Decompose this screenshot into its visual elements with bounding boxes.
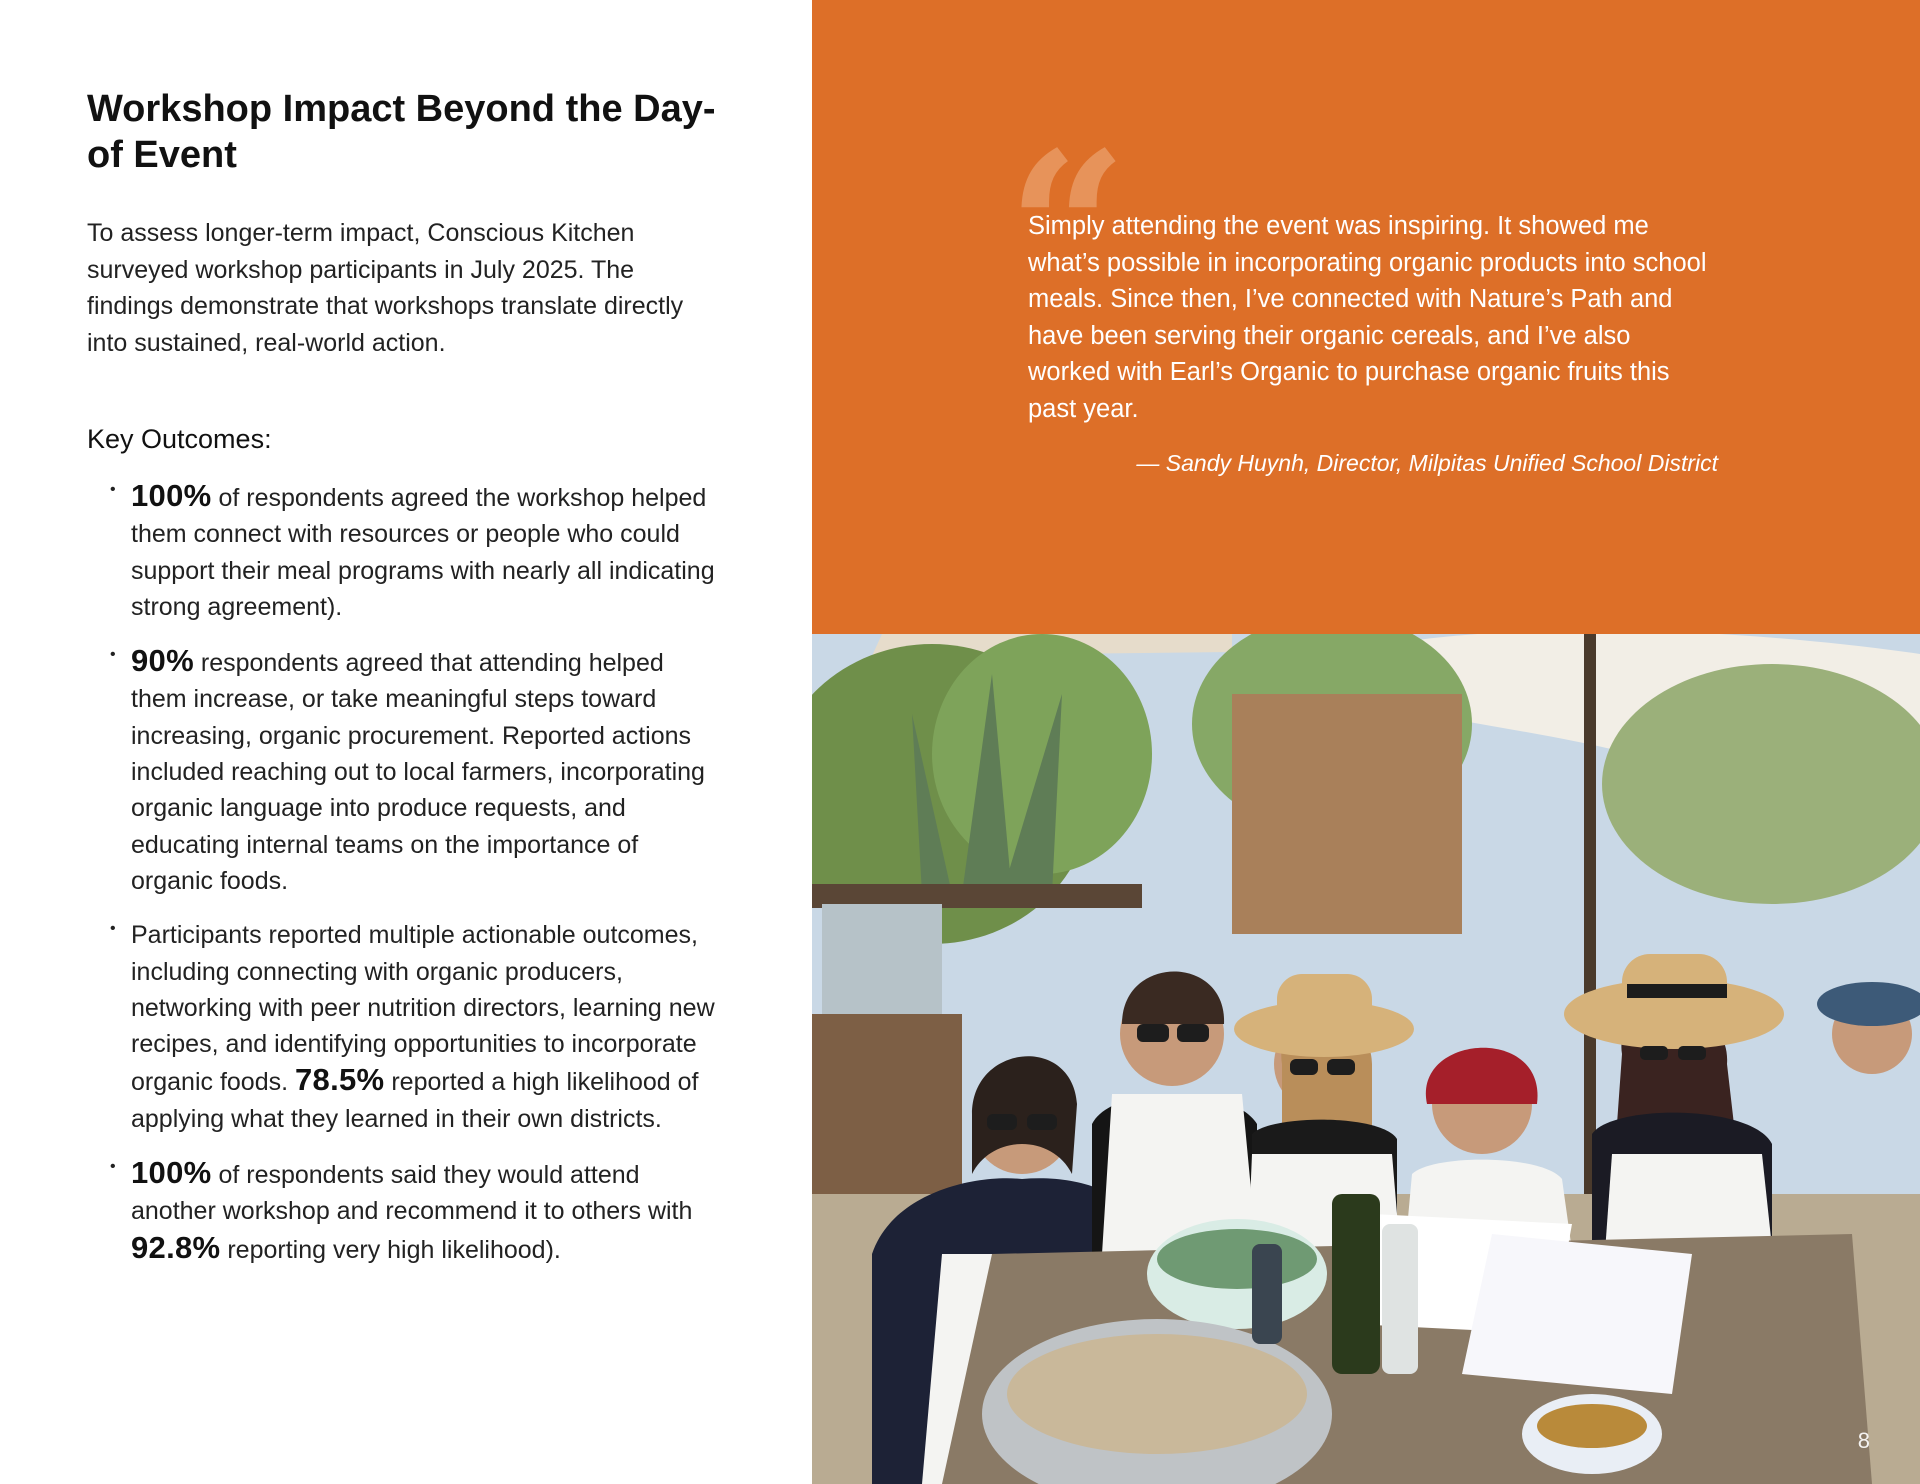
workshop-photo-illustration [812, 634, 1920, 1484]
outcome-stat: 100% [131, 1155, 212, 1191]
outcome-text: of respondents agreed the workshop helped them connect with resources or people who could support their meal programs with nearly all indicating strong agreement). [131, 484, 715, 621]
outcome-item-organic-procurement [110, 643, 720, 899]
bullet-icon: • [110, 646, 116, 664]
bullet-icon: • [110, 481, 116, 498]
text-column [0, 0, 812, 1484]
bullet-icon: • [110, 1158, 116, 1176]
outcome-text: respondents agreed that attending helped them increase, or take meaningful steps toward increasing, organic procurement. Reported actions included reaching out to local farmers, incorporating organic language into produce requests, and educating internal teams on the importance of organic foods. [131, 649, 705, 895]
testimonial-panel [812, 0, 1920, 634]
outcome-stat: 90% [131, 643, 194, 679]
outcome-stat-secondary: 92.8% [131, 1229, 221, 1265]
outcome-stat: 78.5% [295, 1062, 385, 1098]
workshop-photo [812, 634, 1920, 1484]
outcome-text-after: reported a high likelihood of applying what they learned in their own districts. [131, 1068, 699, 1133]
outcome-item-actionable-outcomes [110, 917, 720, 1137]
key-outcomes-list [110, 478, 720, 1268]
intro-paragraph: To assess longer-term impact, Conscious Kitchen surveyed workshop participants in July 2025. The findings demonstrate that workshops translate directly into sustained, real-world action. [87, 219, 684, 357]
outcome-stat: 100% [131, 478, 212, 513]
quotation-mark-icon: “ [1007, 106, 1128, 353]
bullet-icon: • [110, 920, 116, 938]
page-title: Workshop Impact Beyond the Day-of Event [87, 88, 716, 176]
outcome-item-attend-again [110, 1155, 720, 1268]
key-outcomes-heading: Key Outcomes: [87, 424, 272, 454]
outcome-item-connect-resources [110, 478, 720, 625]
outcome-text: Participants reported multiple actionable outcomes, including connecting with organic producers, networking with peer nutrition directors, learning new recipes, and identifying opportunities to incorporate organic foods. [131, 921, 715, 1097]
testimonial-attribution: — Sandy Huynh, Director, Milpitas Unified School District [1136, 450, 1718, 476]
page-number: 8 [1857, 1428, 1870, 1453]
outcome-text: of respondents said they would attend another workshop and recommend it to others with [131, 1161, 693, 1226]
outcome-text-after: reporting very high likelihood). [220, 1235, 561, 1264]
testimonial-quote: Simply attending the event was inspiring. It showed me what’s possible in incorporating organic products into school meals. Since then, I’ve connected with Nature’s Path and have been serving their organic cereals, and I’ve also worked with Earl’s Organic to purchase organic fruits this past year. [1028, 212, 1707, 423]
